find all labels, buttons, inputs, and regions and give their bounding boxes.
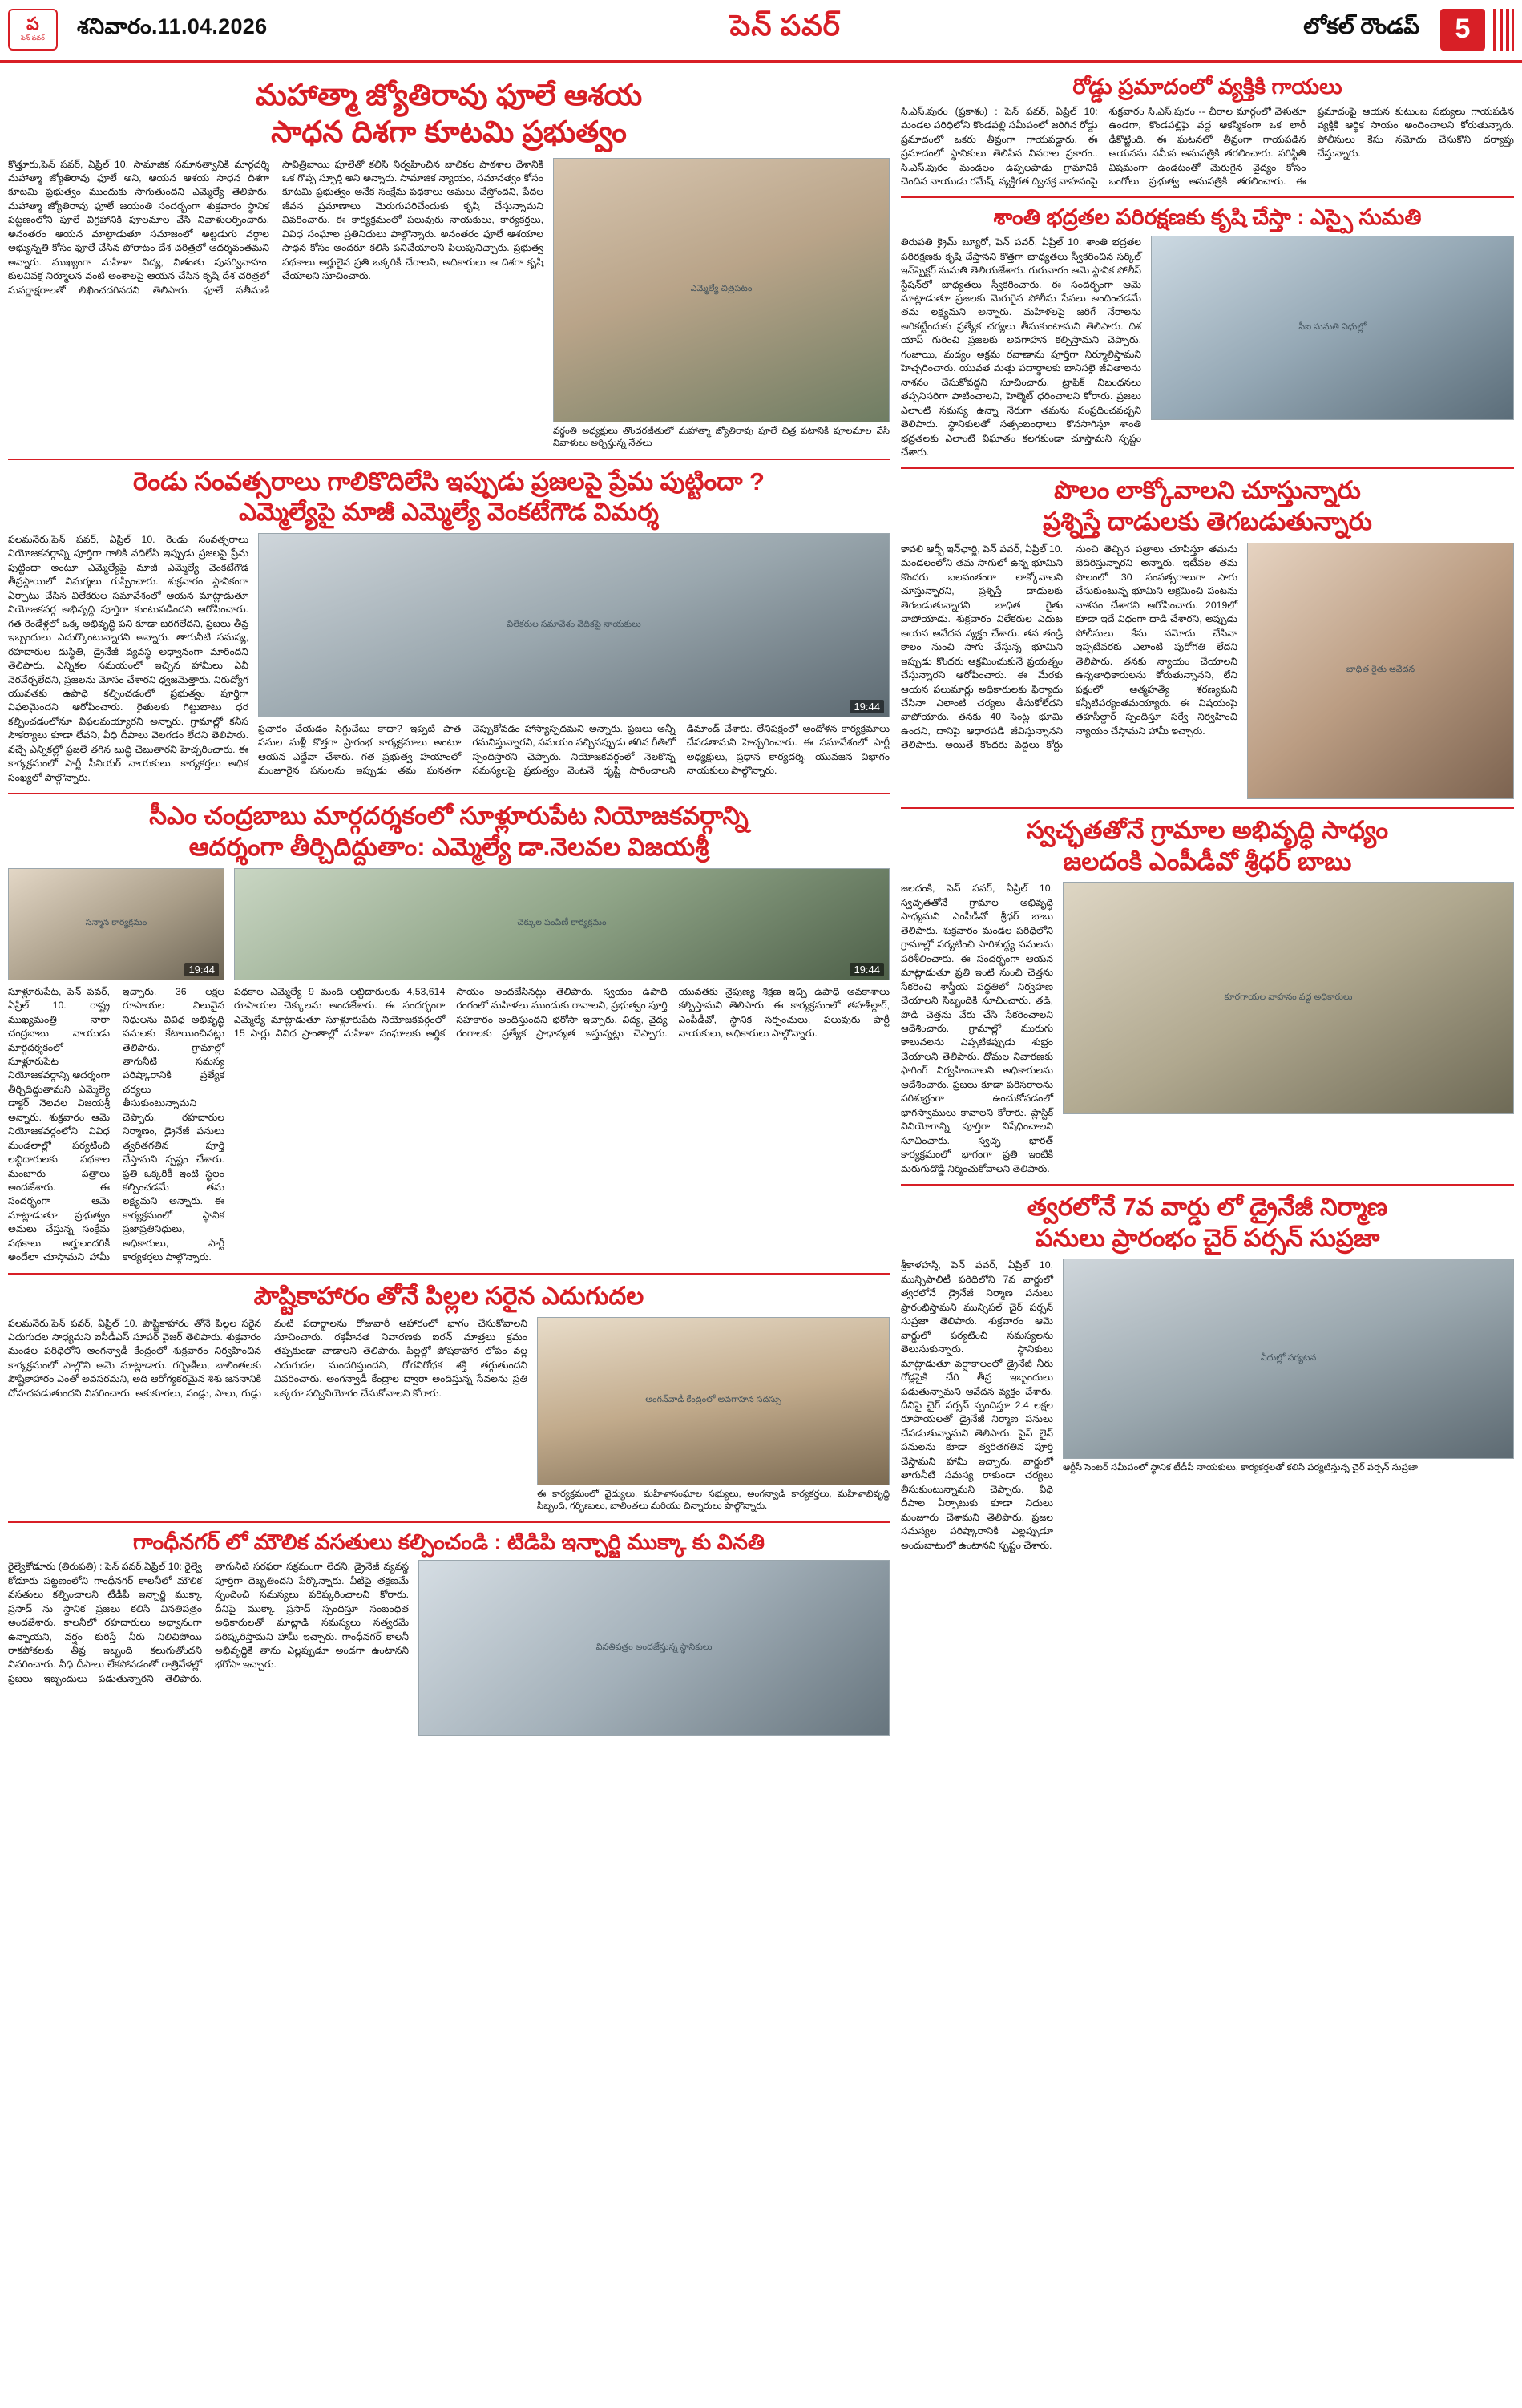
headline-line-1: రెండు సంవత్సరాలు గాలికొదిలేసి ఇప్పుడు ప్రజలపై ప్రేమ పుట్టిందా ? [133, 467, 765, 495]
article-accident-headline: రోడ్డు ప్రమాదంలో వ్యక్తికి గాయలు [1072, 75, 1342, 99]
headline-line-1: పొలం లాక్కోవాలని చూస్తున్నారు [1054, 476, 1361, 505]
article-nutrition [8, 1281, 890, 1513]
article-nutrition-caption: ఈ కార్యక్రమంలో వైద్యులు, మహిళాసంఘాల సభ్యులు, అంగన్వాడీ కార్యకర్తలు, మహిళాభివృద్ధి సిబ్బంది, గర్భిణులు, బాలింతలు మరియు చిన్నారులు పాల్గొన్నారు. [537, 1489, 890, 1512]
article-venkategowda-body: పలమనేరు,పెన్ పవర్, ఏప్రిల్ 10. రెండు సంవత్సరాలు నియోజకవర్గాన్ని పూర్తిగా గాలికి వదిలేసి ఇప్పుడు ప్రజలపై ప్రేమ పుట్టిందా అంటూ ఎమ్మెల్యేపై మాజీ ఎమ్మెల్యే వెంకటేగౌడ తీవ్రస్థాయిలో విమర్శలు గుప్పించారు. శుక్రవారం స్థానికంగా ఏర్పాటు చేసిన విలేకరుల సమావేశంలో ఆయన మాట్లాడుతూ నియోజకవర్గ అభివృద్ధి పూర్తిగా కుంటుపడిందని ఆరోపించారు. గత రెండేళ్లలో ఒక్క అభివృద్ధి పని కూడా జరగలేదని, ప్రజలు తీవ్ర ఇబ్బందులు ఎదుర్కొంటున్నారని అన్నారు. తాగునీటి సమస్య, రహదారుల దుస్థితి, డ్రైనేజీ వ్యవస్థ అధ్వానంగా మారిందని తెలిపారు. ఎన్నికల సమయంలో ఇచ్చిన హామీలు ఏవీ నెరవేర్చలేదని, ప్రజలను మోసం చేశారని ధ్వజమెత్తారు. నిరుద్యోగ యువతకు ఉపాధి కల్పించడంలో ప్రభుత్వం పూర్తిగా విఫలమైందని ఆరోపించారు. రైతులకు గిట్టుబాటు ధర కల్పించడంలోనూ విఫలమయ్యారని అన్నారు. గ్రామాల్లో కనీస సౌకర్యాలు కూడా లేవని, వీధి దీపాలు వెలగడం లేదని తెలిపారు. వచ్చే ఎన్నికల్లో ప్రజలే తగిన బుద్ధి చెబుతారని హెచ్చరించారు. ఈ కార్యక్రమంలో పార్టీ సీనియర్ నాయకులు, కార్యకర్తలు అధిక సంఖ్యలో పాల్గొన్నారు. [8, 534, 248, 783]
logo-glyph: ప [26, 14, 39, 34]
article-vijayasri [8, 801, 890, 1265]
photo-cheque-distribution [234, 868, 890, 980]
page-number: 5 [1440, 9, 1485, 51]
article-phule-caption: వర్థంతి అధ్యక్షులు తొందరజీతులో మహాత్మా జ్యోతిరావు ఫూలే చిత్ర పటానికి పూలమాల వేసి నివాళులు అర్పిస్తున్న నేతలు [553, 426, 890, 449]
photo-press-meet-alt: విలేకరుల సమావేశం వేదికపై నాయకులు [507, 619, 641, 629]
photo-cheque-distribution-alt: చెక్కుల పంపిణీ కార్యక్రమం [517, 918, 607, 928]
photo-vegetable-van-alt: కూరగాయల వాహనం వద్ద అధికారులు [1224, 992, 1353, 1002]
photo-phule-portrait-alt: ఎమ్మెల్యే చిత్రపటం [690, 284, 753, 293]
divider [8, 1273, 890, 1275]
article-phule-headline [8, 77, 890, 152]
article-sridharbabu-body: జలదంకి, పెన్ పవర్, ఏప్రిల్ 10. స్వచ్ఛతతోనే గ్రామాల అభివృద్ధి సాధ్యమని ఎంపీడీవో శ్రీధర్ బాబు తెలిపారు. శుక్రవారం మండల పరిధిలోని గ్రామాల్లో పర్యటించి పారిశుద్ధ్య పనులను పరిశీలించారు. ఈ సందర్భంగా ఆయన మాట్లాడుతూ ప్రతి ఇంటి నుంచి చెత్తను సేకరించి శాస్త్రీయ పద్ధతిలో నిర్వహణ చేయాలని సిబ్బందికి సూచించారు. తడి, పొడి చెత్తను వేరు చేసి సేకరించాలని ఆదేశించారు. గ్రామాల్లో మురుగు కాలువలను ఎప్పటికప్పుడు శుభ్రం చేయాలని తెలిపారు. దోమల నివారణకు ఫాగింగ్ నిర్వహించాలని అధికారులను ఆదేశించారు. ప్రజలు కూడా పరిసరాలను పరిశుభ్రంగా ఉంచుకోవడంలో భాగస్వాములు కావాలని కోరారు. ప్లాస్టిక్ వినియోగాన్ని పూర్తిగా నిషేధించాలని సూచించారు. స్వచ్ఛ భారత్ కార్యక్రమంలో భాగంగా ప్రతి ఇంటికి మరుగుదొడ్డి నిర్మించుకోవాలని తెలిపారు. [901, 883, 1053, 1174]
photo-timestamp-2: 19:44 [850, 963, 884, 976]
headline-line-1: త్వరలోనే 7వ వార్డు లో డ్రైనేజీ నిర్మాణ [1027, 1192, 1388, 1221]
article-accident-body: సి.ఎస్.పురం (ప్రకాశం) : పెన్ పవర్, ఏప్రిల్ 10: మండల పరిధిలోని కొండపల్లి సమీపంలో జరిగిన రోడ్డు ప్రమాదంలో ఒకరు తీవ్రంగా గాయపడ్డారు. ఈ ప్రమాదంలో స్థానికులు తెలిపిన వివరాల ప్రకారం.. సి.ఎస్.పురం మండలం ఉప్పలపాడు గ్రామానికి చెందిన నాయుడు రమేష్, వ్యక్తిగత ద్విచక్ర వాహనంపై శుక్రవారం సి.ఎస్.పురం -- చీరాల మార్గంలో వెళుతూ ఉండగా, కొండపల్లిపై వద్ద ఆకస్మికంగా ఒక లారీ ఢీకొట్టింది. ఈ ఘటనలో తీవ్రంగా గాయపడిన ఆయనను సమీప ఆసుపత్రికి తరలించారు. పరిస్థితి విషమంగా ఉండటంతో మెరుగైన వైద్యం కోసం ఒంగోలు ప్రభుత్వ ఆసుపత్రికి తరలించారు. ఈ ప్రమాదంపై ఆయన కుటుంబ సభ్యులు గాయపడిన వ్యక్తికి ఆర్థిక సాయం అందించాలని కోరుతున్నారు. పోలీసులు కేసు నమోదు చేసుకొని దర్యాప్తు చేస్తున్నారు. [901, 105, 1514, 188]
article-vijayasri-headline [8, 801, 890, 863]
article-venkategowda [8, 467, 890, 786]
photo-anganwadi-alt: అంగన్‌వాడీ కేంద్రంలో అవగాహన సదస్సు [645, 1395, 781, 1404]
article-nutrition-body: పలమనేరు,పెన్ పవర్, ఏప్రిల్ 10. పౌష్టికాహారం తోనే పిల్లల సరైన ఎదుగుదల సాధ్యమని ఐసీడీఎస్ సూపర్ వైజర్ తెలిపారు. శుక్రవారం మండల పరిధిలోని అంగన్వాడీ కేంద్రంలో శుక్రవారం నిర్వహించిన కార్యక్రమంలో పాల్గొని ఆమె మాట్లాడారు. గర్భిణీలు, బాలింతలకు పౌష్టికాహారం ఎంతో అవసరమని, అది ఆరోగ్యకరమైన శిశు జననానికి దోహదపడుతుందని వివరించారు. ఆకుకూరలు, పండ్లు, పాలు, గుడ్లు వంటి పదార్థాలను రోజువారీ ఆహారంలో భాగం చేసుకోవాలని సూచించారు. రక్తహీనత నివారణకు ఐరన్ మాత్రలు క్రమం తప్పకుండా వాడాలని తెలిపారు. పిల్లల్లో పోషకాహార లోపం వల్ల ఎదుగుదల మందగిస్తుందని, రోగనిరోధక శక్తి తగ్గుతుందని వివరించారు. అంగన్వాడీ కేంద్రాల ద్వారా అందిస్తున్న సేవలను ప్రతి ఒక్కరూ సద్వినియోగం చేసుకోవాలని కోరారు. [8, 1317, 527, 1399]
photo-timestamp: 19:44 [184, 963, 219, 976]
divider [8, 1521, 890, 1523]
article-phule-body: కొత్తూరు,పెన్ పవర్, ఏప్రిల్ 10. సామాజిక సమానత్వానికి మార్గదర్శి మహాత్మా జ్యోతిరావు ఫూలే అని, ఆయన ఆశయ సాధన దిశగా కూటమి ప్రభుత్వం ముందుకు సాగుతుందని ఎమ్మెల్యే తెలిపారు. మహాత్మా జ్యోతిరావు ఫూలే జయంతి సందర్భంగా శుక్రవారం స్థానిక పట్టణంలోని ఫూలే విగ్రహానికి పూలమాల వేసి నివాళులర్పించారు. అనంతరం ఆయన మాట్లాడుతూ సమాజంలో అట్టడుగు వర్గాల అభ్యున్నతి కోసం ఫూలే చేసిన పోరాటం దేశ చరిత్రలో ఆదర్శవంతమని అన్నారు. ముఖ్యంగా మహిళా విద్య, వితంతు పునర్వివాహం, కులవివక్ష నిర్మూలన వంటి అంశాలపై ఆయన చేసిన కృషి దేశ చరిత్రలో సువర్ణాక్షరాలతో లిఖించదగినదని తెలిపారు. ఫూలే సతీమణి సావిత్రిబాయి ఫూలేతో కలిసి నిర్వహించిన బాలికల పాఠశాల దేశానికి ఒక గొప్ప స్ఫూర్తి అని అన్నారు. సామాజిక న్యాయం, సమానత్వం కోసం కూటమి ప్రభుత్వం అనేక సంక్షేమ పథకాలు అమలు చేస్తోందని, పేదల జీవన ప్రమాణాలు మెరుగుపరిచేందుకు కృషి చేస్తున్నామని వివరించారు. ఈ కార్యక్రమంలో పలువురు నాయకులు, కార్యకర్తలు, వివిధ సంఘాల ప్రతినిధులు పాల్గొన్నారు. అనంతరం ఫూలే ఆశయాల సాధన కోసం అందరూ కలిసి పనిచేయాలని పిలుపునిచ్చారు. ప్రభుత్వ పథకాలు అర్హులైన ప్రతి ఒక్కరికీ చేరాలని, అధికారులు ఆ దిశగా కృషి చేయాలని సూచించారు. [8, 158, 543, 296]
page-content [0, 63, 1522, 1760]
photo-ci-sumathi [1151, 236, 1514, 420]
left-column [8, 69, 890, 1744]
right-column [901, 69, 1514, 1744]
article-vijayasri-body-2: పథకాల ఎమ్మెల్యే 9 మంది లబ్ధిదారులకు 4,53,614 రూపాయల చెక్కులను అందజేశారు. ఈ సందర్భంగా ఎమ్మెల్యే మాట్లాడుతూ సూళ్లూరుపేట నియోజకవర్గంలో 15 సార్లు వివిధ ప్రాంతాల్లో మహిళా సంఘాలకు ఆర్థిక సాయం అందజేసినట్లు తెలిపారు. స్వయం ఉపాధి రంగంలో మహిళలు ముందుకు రావాలని, ప్రభుత్వం పూర్తి సహకారం అందిస్తుందని భరోసా ఇచ్చారు. విద్య, వైద్య రంగాలకు ప్రత్యేక ప్రాధాన్యత ఇస్తున్నట్లు చెప్పారు. యువతకు నైపుణ్య శిక్షణ ఇచ్చి ఉపాధి అవకాశాలు కల్పిస్తామని తెలిపారు. ఈ కార్యక్రమంలో తహశీల్దార్, ఎంపీడీవో, స్థానిక సర్పంచులు, పలువురు పార్టీ నాయకులు, అధికారులు పాల్గొన్నారు. [234, 985, 890, 1040]
divider [901, 196, 1514, 198]
headline-line-2: ఆదర్శంగా తీర్చిదిద్దుతాం: ఎమ్మెల్యే డా.నెలవల విజయశ్రీ [188, 832, 709, 861]
article-sumathi-body: తిరుపతి క్రైమ్ బ్యూరో, పెన్ పవర్, ఏప్రిల్ 10. శాంతి భద్రతల పరిరక్షణకు కృషి చేస్తానని కొత్తగా బాధ్యతలు స్వీకరించిన సర్కిల్ ఇన్‌స్పెక్టర్ సుమతి తెలియజేశారు. గురువారం ఆమె స్థానిక పోలీస్ స్టేషన్‌లో బాధ్యతలు స్వీకరించారు. ఈ సందర్భంగా ఆమె మాట్లాడుతూ ప్రజలకు మెరుగైన పోలీసు సేవలు అందించడమే తమ లక్ష్యమని అన్నారు. మహిళలపై జరిగే నేరాలను అరికట్టేందుకు ప్రత్యేక చర్యలు తీసుకుంటామని తెలిపారు. దిశ యాప్ గురించి ప్రజలకు అవగాహన కల్పిస్తామని చెప్పారు. గంజాయి, మద్యం అక్రమ రవాణాను పూర్తిగా నిర్మూలిస్తామని హెచ్చరించారు. యువత మత్తు పదార్థాలకు బానిసలై జీవితాలను నాశనం చేసుకోవద్దని సూచించారు. ట్రాఫిక్ నిబంధనలు తప్పనిసరిగా పాటించాలని, హెల్మెట్ ధరించాలని కోరారు. ప్రజలు ఎలాంటి సమస్య ఉన్నా నేరుగా తమను సంప్రదించవచ్చని తెలిపారు. స్థానికులతో సత్సంబంధాలు కొనసాగిస్తూ శాంతి భద్రతలకు ఎలాంటి విఘాతం కలగకుండా చూస్తామని స్పష్టం చేశారు. [901, 236, 1141, 459]
photo-vegetable-van [1063, 882, 1514, 1114]
photo-phule-portrait [553, 158, 890, 422]
publication-logo [8, 9, 58, 51]
article-vijayasri-body: సూళ్లూరుపేట, పెన్ పవర్, ఏప్రిల్ 10. రాష్ట్ర ముఖ్యమంత్రి నారా చంద్రబాబు నాయుడు మార్గదర్శకంలో సూళ్లూరుపేట నియోజకవర్గాన్ని ఆదర్శంగా తీర్చిదిద్దుతామని ఎమ్మెల్యే డాక్టర్ నెలవల విజయశ్రీ అన్నారు. శుక్రవారం ఆమె నియోజకవర్గంలోని వివిధ మండలాల్లో పర్యటించి లబ్ధిదారులకు పథకాల మంజూరు పత్రాలు అందజేశారు. ఈ సందర్భంగా ఆమె మాట్లాడుతూ ప్రభుత్వం అమలు చేస్తున్న సంక్షేమ పథకాలు అర్హులందరికీ అందేలా చూస్తామని హామీ ఇచ్చారు. 36 లక్షల రూపాయల విలువైన నిధులను వివిధ అభివృద్ధి పనులకు కేటాయించినట్లు తెలిపారు. గ్రామాల్లో తాగునీటి సమస్య పరిష్కారానికి ప్రత్యేక చర్యలు తీసుకుంటున్నామని చెప్పారు. రహదారుల నిర్మాణం, డ్రైనేజీ పనులు త్వరితగతిన పూర్తి చేస్తామని స్పష్టం చేశారు. ప్రతి ఒక్కరికీ ఇంటి స్థలం కల్పించడమే తమ లక్ష్యమని అన్నారు. ఈ కార్యక్రమంలో స్థానిక ప్రజాప్రతినిధులు, అధికారులు, పార్టీ కార్యకర్తలు పాల్గొన్నారు. [8, 985, 224, 1263]
divider [8, 793, 890, 794]
headline-line-2: పనులు ప్రారంభం చైర్ పర్సన్ సుప్రజా [1035, 1223, 1380, 1252]
logo-subtext: పెన్ పవర్ [21, 34, 45, 42]
headline-line-1: స్వచ్ఛతతోనే గ్రామాల అభివృద్ధి సాధ్యం [1026, 815, 1389, 844]
article-gandhinagar-headline: గాంధీనగర్ లో మౌలిక వసతులు కల్పించండి : టిడిపి ఇన్చార్జి ముక్కా కు వినతి [132, 1529, 765, 1554]
headline-line-2: ప్రశ్నిస్తే దాడులకు తెగబడుతున్నారు [1043, 507, 1372, 536]
headline-line-2: సాధన దిశగా కూటమి ప్రభుత్వం [271, 115, 627, 149]
section-title: లోకల్ రౌండప్ [1303, 14, 1419, 38]
divider [901, 1184, 1514, 1186]
photo-felicitation [8, 868, 224, 980]
photo-petition [418, 1560, 890, 1736]
headline-line-1: సీఎం చంద్రబాబు మార్గదర్శకంలో సూళ్లూరుపేట నియోజకవర్గాన్ని [149, 802, 749, 830]
article-nutrition-headline: పౌష్టికాహారం తోనే పిల్లల సరైన ఎదుగుదల [253, 1281, 644, 1310]
masthead [0, 0, 1522, 63]
article-sumathi-headline: శాంతి భద్రతల పరిరక్షణకు కృషి చేస్తా : ఎస్పై సుమతి [993, 205, 1422, 230]
article-venkategowda-body-2: ప్రచారం చేయడం సిగ్గుచేటు కాదా? ఇప్పటి పాత పనుల మళ్లీ కొత్తగా ప్రారంభ కార్యక్రమాలు అంటూ ఆయన ఎద్దేవా చేశారు. గత ప్రభుత్వ హయాంలో మంజూరైన పనులను ఇప్పుడు తమ ఘనతగా చెప్పుకోవడం హాస్యాస్పదమని అన్నారు. ప్రజలు అన్నీ గమనిస్తున్నారని, సమయం వచ్చినప్పుడు తగిన రీతిలో స్పందిస్తారని చెప్పారు. నియోజకవర్గంలో నెలకొన్న సమస్యలపై ప్రభుత్వం వెంటనే దృష్టి సారించాలని డిమాండ్ చేశారు. లేనిపక్షంలో ఆందోళన కార్యక్రమాలు చేపడతామని హెచ్చరించారు. ఈ సమావేశంలో పార్టీ అధ్యక్షులు, ప్రధాన కార్యదర్శి, యువజన విభాగం నాయకులు పాల్గొన్నారు. [258, 723, 890, 777]
article-farmer [901, 475, 1514, 799]
article-drainage-headline [901, 1192, 1514, 1255]
article-sridharbabu-headline [901, 815, 1514, 878]
headline-line-2: ఎమ్మెల్యేపై మాజీ ఎమ్మెల్యే వెంకటేగౌడ విమర్శ [239, 498, 659, 527]
issue-date: శనివారం.11.04.2026 [77, 14, 268, 38]
photo-ci-sumathi-alt: సీఐ సుమతి విధుల్లో [1298, 321, 1367, 332]
photo-farmer [1247, 543, 1514, 799]
article-venkategowda-headline [8, 467, 890, 529]
article-gandhinagar [8, 1529, 890, 1737]
headline-line-2: జలదంకి ఎంపీడీవో శ్రీధర్ బాబు [1063, 846, 1352, 875]
article-farmer-body: కావలి ఆర్బీ ఇన్‌ఛార్జి, పెన్ పవర్, ఏప్రిల్ 10. మండలంలోని తమ సాగులో ఉన్న భూమిని కొందరు బలవంతంగా లాక్కోవాలని చూస్తున్నారని, ప్రశ్నిస్తే దాడులకు తెగబడుతున్నారని బాధిత రైతు వాపోయాడు. శుక్రవారం విలేకరుల ఎదుట ఆయన ఆవేదన వ్యక్తం చేశారు. తన తండ్రి కాలం నుంచి సాగు చేస్తున్న భూమిని ఇప్పుడు కొందరు ఆక్రమించుకునే ప్రయత్నం చేస్తున్నారని ఆరోపించారు. ఈ మేరకు ఆయన పలుమార్లు అధికారులకు ఫిర్యాదు చేసినా ఎలాంటి చర్యలు తీసుకోలేదని వాపోయారు. తనకు 40 సెంట్ల భూమి ఉందని, దానిపై ఆధారపడి జీవిస్తున్నానని తెలిపారు. అయితే కొందరు పెద్దలు కోర్టు నుంచి తెచ్చిన పత్రాలు చూపిస్తూ తమను బెదిరిస్తున్నారని అన్నారు. ఇటీవల తమ పొలంలో 30 సంవత్సరాలుగా సాగు చేసుకుంటున్న భూమిని ఆక్రమించి పంటను నాశనం చేశారని ఆరోపించారు. 2019లో కూడా ఇదే విధంగా దాడి చేశారని, అప్పుడు పోలీసులు కేసు నమోదు చేసినా ఇప్పటివరకు ఎలాంటి పురోగతి లేదని తెలిపారు. తనకు న్యాయం చేయాలని ఉన్నతాధికారులను కోరుతున్నానని, లేని పక్షంలో ఆత్మహత్యే శరణ్యమని కన్నీటిపర్యంతమయ్యారు. ఈ విషయంపై తహసీల్దార్ స్పందిస్తూ సర్వే నిర్వహించి న్యాయం చేస్తామని హామీ ఇచ్చారు. [901, 543, 1237, 751]
photo-press-meet [258, 533, 890, 717]
divider [901, 807, 1514, 809]
article-farmer-headline [901, 475, 1514, 538]
decorative-stripes [1493, 9, 1514, 51]
photo-street-visit [1063, 1259, 1514, 1459]
divider [901, 467, 1514, 469]
article-phule [8, 77, 890, 450]
article-gandhinagar-body: రైల్వేకోడూరు (తిరుపతి) : పెన్ పవర్,ఏప్రిల్ 10: రైల్వే కోడూరు పట్టణంలోని గాంధీనగర్ కాలనీలో మౌలిక వసతులు కల్పించాలని టీడీపీ ఇన్చార్జి ముక్కా ప్రసాద్ ను స్థానిక ప్రజలు కలిసి వినతిపత్రం అందజేశారు. కాలనీలో రహదారులు అధ్వానంగా ఉన్నాయని, వర్షం కురిస్తే నీరు నిలిచిపోయి రాకపోకలకు తీవ్ర ఇబ్బంది కలుగుతోందని వివరించారు. వీధి దీపాలు లేకపోవడంతో రాత్రివేళల్లో ప్రజలు ఇబ్బందులు పడుతున్నారని తెలిపారు. తాగునీటి సరఫరా సక్రమంగా లేదని, డ్రైనేజీ వ్యవస్థ పూర్తిగా దెబ్బతిందని పేర్కొన్నారు. వీటిపై తక్షణమే స్పందించి సమస్యలు పరిష్కరించాలని కోరారు. దీనిపై ముక్కా ప్రసాద్ స్పందిస్తూ సంబంధిత అధికారులతో మాట్లాడి సమస్యలు సత్వరమే పరిష్కరిస్తామని హామీ ఇచ్చారు. గాంధీనగర్ కాలనీ అభివృద్ధికి తాను ఎల్లప్పుడూ అండగా ఉంటానని భరోసా ఇచ్చారు. [8, 1561, 409, 1684]
article-drainage [901, 1192, 1514, 1553]
publication-title: పెన్ పవర్ [729, 10, 842, 42]
photo-farmer-alt: బాధిత రైతు ఆవేదన [1346, 665, 1415, 675]
article-accident [901, 74, 1514, 188]
headline-line-1: మహాత్మా జ్యోతిరావు ఫూలే ఆశయ [255, 79, 643, 111]
photo-anganwadi [537, 1317, 890, 1485]
article-sumathi [901, 204, 1514, 459]
photo-street-visit-alt: వీధుల్లో పర్యటన [1260, 1352, 1317, 1363]
divider [8, 459, 890, 460]
photo-petition-alt: వినతిపత్రం అందజేస్తున్న స్థానికులు [595, 1642, 713, 1652]
article-drainage-caption: ఆర్టీసీ సెంటర్ సమీపంలో స్థానిక టీడీపీ నాయకులు, కార్యకర్తలతో కలిసి పర్యటిస్తున్న చైర్ పర్సన్ సుప్రజా [1063, 1463, 1418, 1473]
photo-felicitation-alt: సన్మాన కార్యక్రమం [85, 918, 147, 928]
article-sridharbabu [901, 815, 1514, 1176]
article-drainage-body: శ్రీకాళహస్తి, పెన్ పవర్, ఏప్రిల్ 10, మున్సిపాలిటీ పరిధిలోని 7వ వార్డులో త్వరలోనే డ్రైనేజీ నిర్మాణ పనులు ప్రారంభిస్తామని మున్సిపల్ చైర్ పర్సన్ సుప్రజా తెలిపారు. శుక్రవారం ఆమె వార్డులో పర్యటించి సమస్యలను తెలుసుకున్నారు. స్థానికులు మాట్లాడుతూ వర్షాకాలంలో డ్రైనేజీ నీరు రోడ్లపైకి చేరి తీవ్ర ఇబ్బందులు పడుతున్నామని ఆవేదన వ్యక్తం చేశారు. దీనిపై చైర్ పర్సన్ స్పందిస్తూ 2.4 లక్షల రూపాయలతో డ్రైనేజీ నిర్మాణ పనులు చేపడుతున్నామని తెలిపారు. పైప్ లైన్ పనులను కూడా త్వరితగతిన పూర్తి చేస్తామని హామీ ఇచ్చారు. వార్డులో తాగునీటి సమస్య రాకుండా చర్యలు తీసుకుంటున్నామని చెప్పారు. వీధి దీపాల ఏర్పాటుకు కూడా నిధులు మంజూరు చేశామని తెలిపారు. ప్రజల సమస్యల పరిష్కారానికి ఎల్లప్పుడూ అందుబాటులో ఉంటానని స్పష్టం చేశారు. [901, 1259, 1053, 1551]
photo-timestamp: 19:44 [850, 700, 884, 713]
